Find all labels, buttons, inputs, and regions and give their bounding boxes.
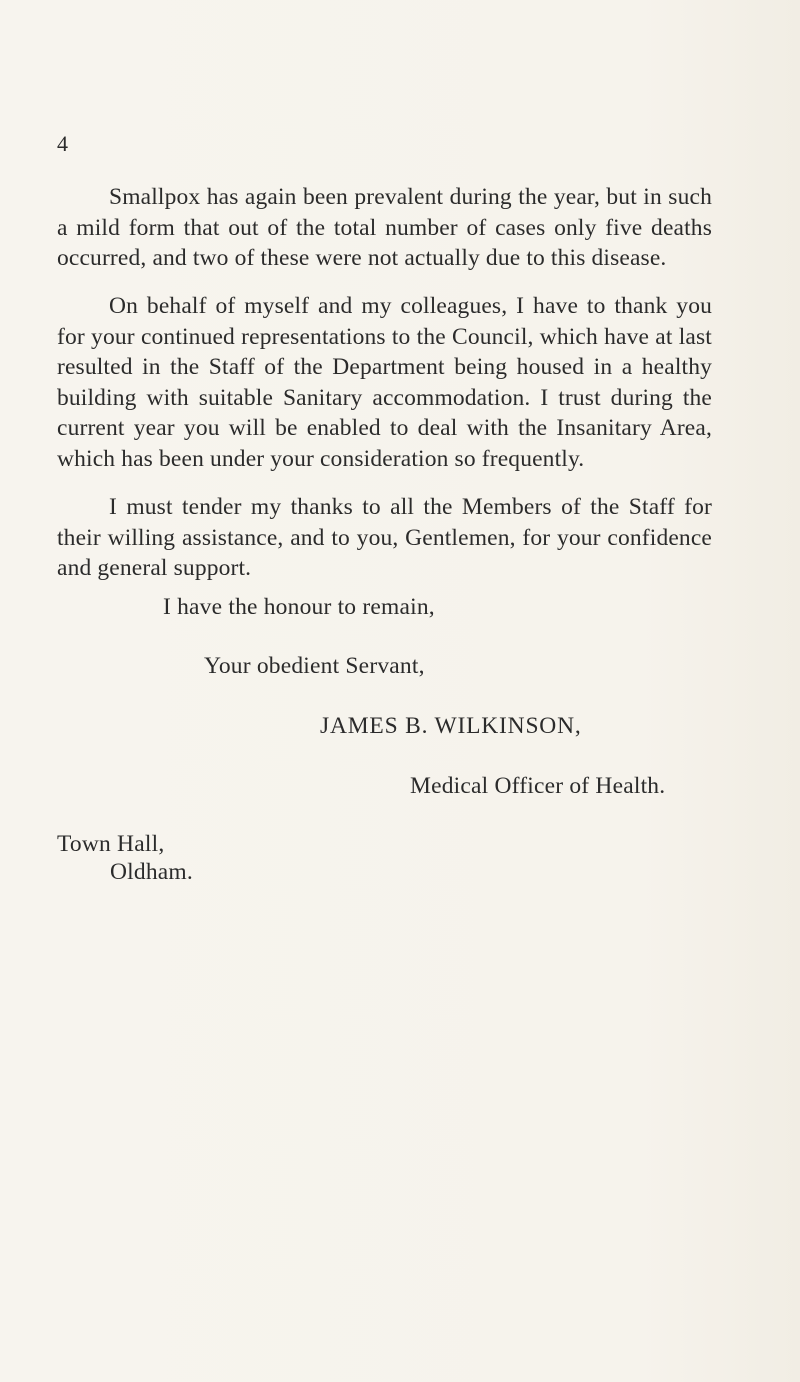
salutation-line: Your obedient Servant, (204, 653, 425, 679)
address-line-2: Oldham. (110, 859, 193, 885)
paragraph-thanks-staff: I must tender my thanks to all the Members of the Staff for their willing assistance, and to you, Gentlemen, for your confidence and general support. (57, 494, 712, 581)
paragraph-thanks-council: On behalf of myself and my colleagues, I have to thank you for your continued representations to the Council, which have at last resulted in the Staff of the Department being housed in a healthy building with suitable Sanitary accommodation. I trust during the current year you will be enabled to deal with the Insanitary Area, which has been under your consideration so frequently. (57, 293, 712, 472)
page-number: 4 (57, 131, 68, 156)
closing-line: I have the honour to remain, (163, 594, 435, 620)
paragraph-smallpox: Smallpox has again been prevalent during the year, but in such a mild form that out of the total number of cases only five deaths occurred, and two of these were not actually due to this disease. (57, 184, 712, 271)
signatory-title: Medical Officer of Health. (410, 773, 666, 799)
signature-name: JAMES B. WILKINSON, (320, 713, 582, 739)
address-line-1: Town Hall, (57, 831, 165, 857)
